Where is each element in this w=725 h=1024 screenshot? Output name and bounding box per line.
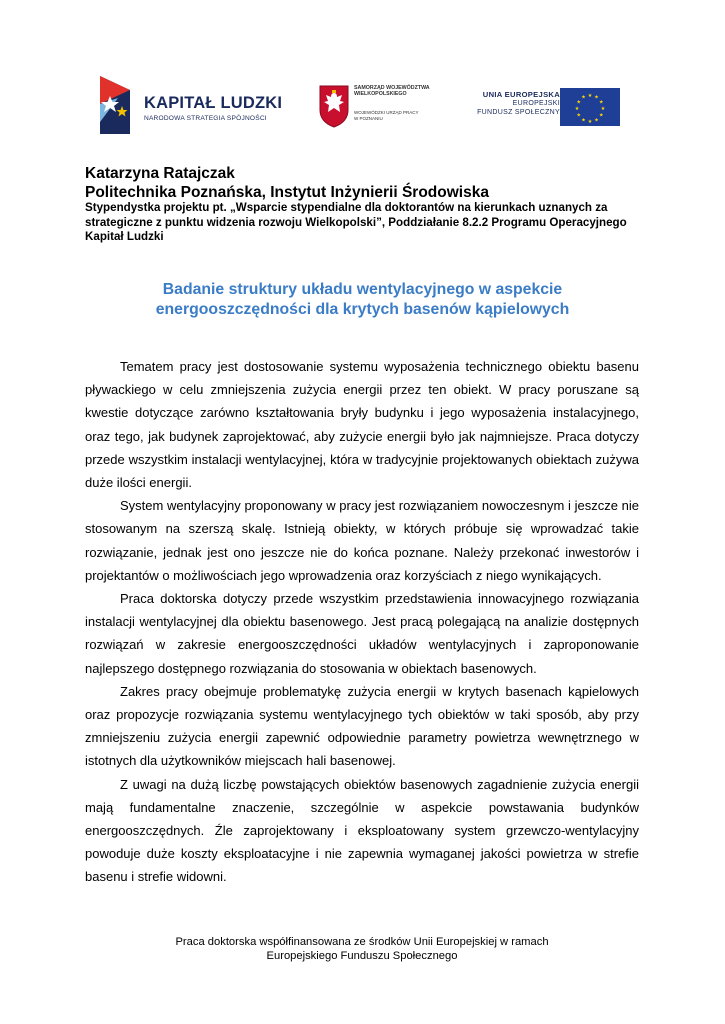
eu-flag-icon — [560, 88, 620, 126]
urzad-pracy-text — [354, 110, 419, 121]
paragraph: System wentylacyjny proponowany w pracy jest rozwiązaniem nowoczesnym i jeszcze nie stosowanym na szerszą skalę. Istnieją obiekty, w których próbuje się wprowadzać takie rozwiązanie, jednak jest ono jeszcze nie do końca poznane. Należy przekonać inwestorów i projektantów o możliwościach jego wprowadzenia oraz korzyściach z niego wynikających. — [85, 498, 639, 583]
samorzad-line1: SAMORZĄD WOJEWÓDZTWA — [354, 85, 430, 91]
eagle-shield-icon — [318, 84, 350, 128]
scholarship-note: Stypendystka projektu pt. „Wsparcie stypendialne dla doktorantów na kierunkach uznanych za strategiczne z punktu widzenia rozwoju Wielkopolski”, Poddziałanie 8.2.2 Programu Operacyjnego Kapitał Ludzki — [85, 201, 627, 243]
institution-name: Politechnika Poznańska, Instytut Inżynierii Środowiska — [85, 184, 489, 201]
svg-text:★: ★ — [594, 94, 599, 101]
samorzad-line2: WIELKOPOLSKIEGO — [354, 91, 407, 97]
body-text — [85, 355, 639, 889]
samorzad-heading — [354, 85, 430, 97]
paragraph: Zakres pracy obejmuje problematykę zużycia energii w krytych basenach kąpielowych oraz propozycje rozwiązania systemu wentylacyjnego tych obiektów w taki sposób, aby przy zmniejszeniu zużycia energii zapewnić odpowiednie parametry powietrza wewnętrznego w istotnych dla użytkowników miejscach hali basenowej. — [85, 683, 639, 769]
unia-line3: FUNDUSZ SPOŁECZNY — [477, 109, 560, 116]
svg-text:★: ★ — [587, 119, 593, 125]
unia-line2: EUROPEJSKI — [512, 100, 560, 107]
unia-line1: UNIA EUROPEJSKA — [482, 90, 560, 99]
svg-text:★: ★ — [599, 112, 604, 119]
title-line1: Badanie struktury układu wentylacyjnego w aspekcie — [162, 281, 563, 298]
svg-text:★: ★ — [581, 94, 586, 101]
svg-text:★: ★ — [581, 117, 586, 124]
footer-line1: Praca doktorska współfinansowana ze środków Unii Europejskiej w ramach — [175, 936, 549, 948]
document-title — [90, 280, 635, 320]
svg-text:★: ★ — [599, 99, 604, 106]
samorzad-line4: W POZNANIU — [354, 115, 383, 121]
kapital-ludzki-title: KAPITAŁ LUDZKI — [144, 94, 283, 112]
footer-note — [85, 935, 639, 963]
paragraph: Praca doktorska dotyczy przede wszystkim przedstawienia innowacyjnego rozwiązania instalacji wentylacyjnej dla obiektu basenowego. Jest pracą polegającą na analizie dostępnych rozwiązań w zakresie energooszczędności układów wentylacyjnych i zaproponowanie najlepszego dostępnego rozwiązania do stosowania w obiektach basenowych. — [85, 591, 639, 676]
svg-text:★: ★ — [574, 106, 580, 112]
logo-bar — [0, 0, 725, 150]
svg-text:★: ★ — [594, 117, 599, 124]
kapital-ludzki-emblem-icon — [96, 74, 136, 136]
svg-text:★: ★ — [576, 99, 581, 106]
unia-europejska-text — [477, 90, 560, 117]
samorzad-logo — [318, 84, 438, 132]
svg-text:★: ★ — [576, 112, 581, 119]
samorzad-line3: WOJEWÓDZKI URZĄD PRACY — [354, 110, 419, 115]
kapital-ludzki-subtitle: NARODOWA STRATEGIA SPÓJNOŚCI — [144, 115, 267, 122]
paragraph: Tematem pracy jest dostosowanie systemu wyposażenia technicznego obiektu basenu pływackiego w celu zmniejszenia zużycia energii przez ten obiekt. W pracy poruszane są kwestie dotyczące zarówno kształtowania bryły budynku i jego wyposażenia instalacyjnego, oraz tego, jak budynek zaprojektować, aby zużycie energii było jak najmniejsze. Praca dotyczy przede wszystkim instalacji wentylacyjnej, która w tradycyjnie projektowanych obiektach zużywa duże ilości energii. — [85, 359, 639, 491]
svg-text:★: ★ — [600, 106, 606, 112]
unia-europejska-logo — [462, 88, 622, 128]
kapital-ludzki-logo — [96, 74, 296, 140]
footer-line2: Europejskiego Funduszu Społecznego — [266, 950, 458, 962]
paragraph: Z uwagi na dużą liczbę powstających obiektów basenowych zagadnienie zużycia energii mają fundamentalne znaczenie, szczególnie w aspekcie powstawania budynków energooszczędnych. Źle zaprojektowany i eksploatowany system grzewczo-wentylacyjny powoduje duże koszty eksploatacyjne i nie zapewnia wymaganej jakości powietrza w strefie basenu i strefie widowni. — [85, 776, 639, 885]
author-name: Katarzyna Ratajczak — [85, 165, 235, 182]
title-line2: energooszczędności dla krytych basenów kąpielowych — [155, 301, 570, 318]
svg-text:★: ★ — [587, 93, 593, 99]
